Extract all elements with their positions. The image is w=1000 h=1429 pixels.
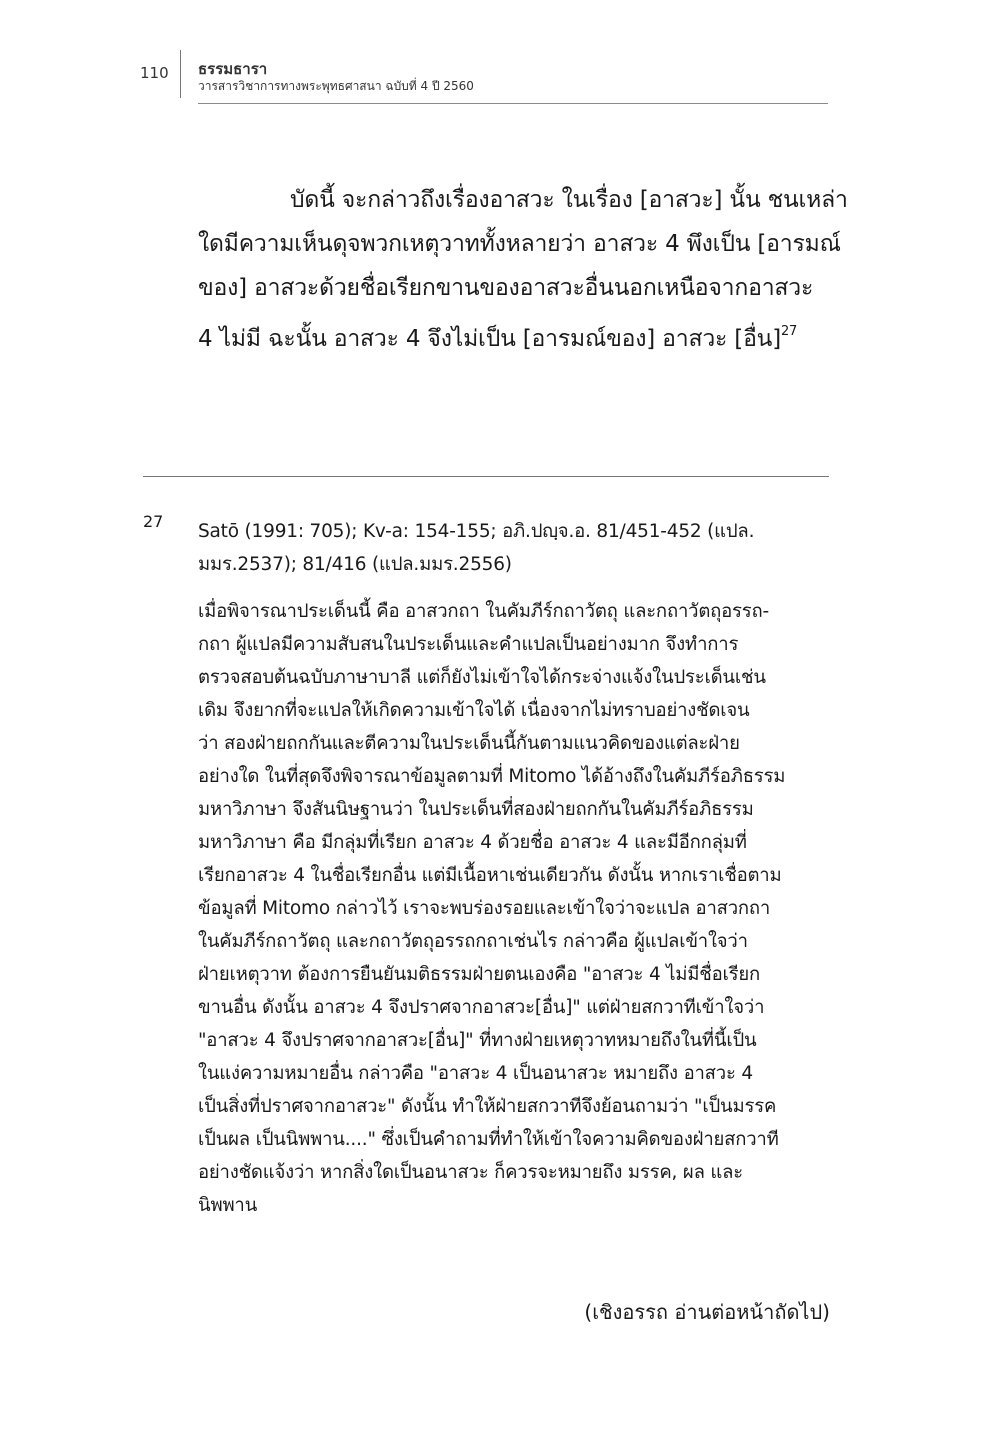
main-line-text: 4 ไม่มี ฉะนั้น อาสวะ 4 จึงไม่เป็น [อารมณ์ของ] อาสวะ [อื่น]: [198, 326, 781, 352]
main-line: ของ] อาสวะด้วยชื่อเรียกขานของอาสวะอื่นนอกเหนือจากอาสวะ: [198, 275, 814, 301]
main-line: บัดนี้ จะกล่าวถึงเรื่องอาสวะ ในเรื่อง [อาสวะ] นั้น ชนเหล่า: [290, 187, 848, 213]
footnote-number: 27: [143, 512, 164, 531]
footnote-line: "อาสวะ 4 จึงปราศจากอาสวะ[อื่น]" ที่ทางฝ่ายเหตุวาทหมายถึงในที่นี้เป็น: [198, 1030, 757, 1051]
header-divider: [180, 50, 181, 98]
page-number: 110: [140, 64, 169, 82]
footnote-line: เมื่อพิจารณาประเด็นนี้ คือ อาสวกถา ในคัมภีร์กถาวัตถุ และกถาวัตถุอรรถ-: [198, 601, 769, 622]
footnote-line: เดิม จึงยากที่จะแปลให้เกิดความเข้าใจได้ เนื่องจากไม่ทราบอย่างชัดเจน: [198, 700, 750, 721]
citation-line: มมร.2537); 81/416 (แปล.มมร.2556): [198, 554, 512, 575]
footnote-line: ว่า สองฝ่ายถกกันและตีความในประเด็นนี้กันตามแนวคิดของแต่ละฝ่าย: [198, 733, 740, 754]
footnote-line: อย่างใด ในที่สุดจึงพิจารณาข้อมูลตามที่ Mitomo ได้อ้างถึงในคัมภีร์อภิธรรม: [198, 766, 786, 787]
journal-name: ธรรมธารา: [198, 60, 268, 78]
footnote-line: ฝ่ายเหตุวาท ต้องการยืนยันมติธรรมฝ่ายตนเองคือ "อาสวะ 4 ไม่มีชื่อเรียก: [198, 964, 761, 985]
footnote-line: มหาวิภาษา จึงสันนิษฐานว่า ในประเด็นที่สองฝ่ายถกกันในคัมภีร์อภิธรรม: [198, 799, 754, 820]
footnote-line: ตรวจสอบต้นฉบับภาษาบาลี แต่ก็ยังไม่เข้าใจได้กระจ่างแจ้งในประเด็นเช่น: [198, 667, 766, 688]
footnote-line: ขานอื่น ดังนั้น อาสวะ 4 จึงปราศจากอาสวะ[อื่น]" แต่ฝ่ายสกวาทีเข้าใจว่า: [198, 997, 765, 1018]
footnote-line: มหาวิภาษา คือ มีกลุ่มที่เรียก อาสวะ 4 ด้วยชื่อ อาสวะ 4 และมีอีกกลุ่มที่: [198, 832, 747, 853]
footnote-body: [198, 515, 830, 1222]
journal-subtitle: วารสารวิชาการทางพระพุทธศาสนา ฉบับที่ 4 ปี 2560: [198, 79, 474, 93]
footnote-line: กถา ผู้แปลมีความสับสนในประเด็นและคำแปลเป็นอย่างมาก จึงทำการ: [198, 634, 739, 655]
footnote-line: อย่างชัดแจ้งว่า หากสิ่งใดเป็นอนาสวะ ก็ควรจะหมายถึง มรรค, ผล และ: [198, 1162, 743, 1183]
header-rule: [198, 103, 828, 104]
citation-line: Satō (1991: 705); Kv-a: 154-155; อภิ.ปญฺจ.อ. 81/451-452 (แปล.: [198, 521, 755, 542]
main-paragraph: [198, 178, 848, 354]
main-line: ใดมีความเห็นดุจพวกเหตุวาททั้งหลายว่า อาสวะ 4 พึงเป็น [อารมณ์: [198, 231, 841, 257]
footnote-line: ในแง่ความหมายอื่น กล่าวคือ "อาสวะ 4 เป็นอนาสวะ หมายถึง อาสวะ 4: [198, 1063, 753, 1084]
footnote-line: เป็นผล เป็นนิพพาน...." ซึ่งเป็นคำถามที่ทำให้เข้าใจความคิดของฝ่ายสกวาที: [198, 1129, 779, 1150]
footnote-separator: [143, 476, 829, 477]
main-line-last: [198, 310, 830, 354]
footnote-gap: [198, 581, 830, 595]
page-header: [0, 50, 1000, 102]
continued-note: (เชิงอรรถ อ่านต่อหน้าถัดไป): [584, 1300, 830, 1324]
footnote-line: นิพพาน: [198, 1195, 258, 1216]
footnote-reference: 27: [780, 324, 798, 339]
footnote-line: เรียกอาสวะ 4 ในชื่อเรียกอื่น แต่มีเนื้อหาเช่นเดียวกัน ดังนั้น หากเราเชื่อตาม: [198, 865, 782, 886]
footnote-line: ในคัมภีร์กถาวัตถุ และกถาวัตถุอรรถกถาเช่นไร กล่าวคือ ผู้แปลเข้าใจว่า: [198, 931, 748, 952]
footnote-line: ข้อมูลที่ Mitomo กล่าวไว้ เราจะพบร่องรอยและเข้าใจว่าจะแปล อาสวกถา: [198, 898, 771, 919]
footnote-line: เป็นสิ่งที่ปราศจากอาสวะ" ดังนั้น ทำให้ฝ่ายสกวาทีจึงย้อนถามว่า "เป็นมรรค: [198, 1096, 777, 1117]
